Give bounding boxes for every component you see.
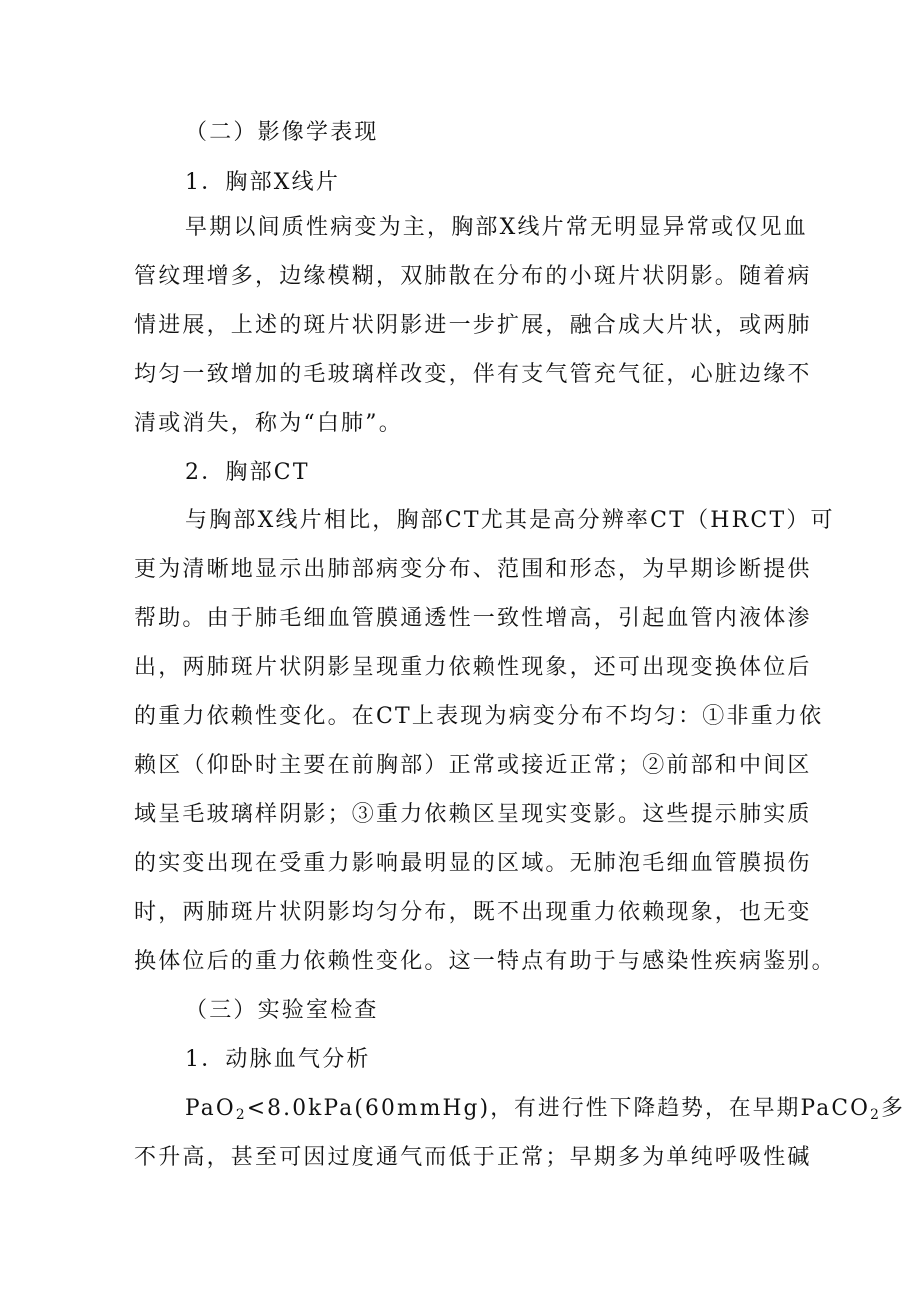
paragraph-line: 不升高，甚至可因过度通气而低于正常；早期多为单纯呼吸性碱 [134, 1145, 812, 1170]
paragraph-line: 均匀一致增加的毛玻璃样改变，伴有支气管充气征，心脏边缘不 [134, 362, 812, 387]
paragraph-line: 赖区（仰卧时主要在前胸部）正常或接近正常；②前部和中间区 [134, 753, 812, 778]
paragraph-line: 帮助。由于肺毛细血管膜通透性一致性增高，引起血管内液体渗 [134, 606, 812, 631]
subscript: 2 [870, 1107, 882, 1123]
paragraph-line: 换体位后的重力依赖性变化。这一特点有助于与感染性疾病鉴别。 [134, 949, 836, 974]
paragraph-line: 更为清晰地显示出肺部病变分布、范围和形态，为早期诊断提供 [134, 557, 812, 582]
paragraph-line: 管纹理增多，边缘模糊，双肺散在分布的小斑片状阴影。随着病 [134, 264, 812, 289]
subheading-chest-xray: 1．胸部X线片 [185, 170, 341, 195]
paragraph-line: 出，两肺斑片状阴影呈现重力依赖性现象，还可出现变换体位后 [134, 655, 812, 680]
paragraph-line: 的实变出现在受重力影响最明显的区域。无肺泡毛细血管膜损伤 [134, 851, 812, 876]
paragraph-line: 与胸部X线片相比，胸部CT尤其是高分辨率CT（HRCT）可 [185, 508, 835, 533]
section-heading-lab: （三）实验室检查 [185, 998, 379, 1023]
subscript: 2 [235, 1107, 247, 1123]
subheading-chest-ct: 2．胸部CT [185, 460, 310, 485]
abg-text: <8.0kPa(60mmHg)，有进行性下降趋势，在早期PaCO [246, 1096, 871, 1121]
paragraph-line: 早期以间质性病变为主，胸部X线片常无明显异常或仅见血 [185, 215, 808, 240]
pao2-text: PaO [185, 1096, 236, 1121]
paragraph-line: 域呈毛玻璃样阴影；③重力依赖区呈现实变影。这些提示肺实质 [134, 802, 812, 827]
paragraph-line-abg [185, 1094, 905, 1124]
subheading-abg: 1．动脉血气分析 [185, 1047, 371, 1072]
paragraph-line: 情进展，上述的斑片状阴影进一步扩展，融合成大片状，或两肺 [134, 313, 812, 338]
abg-text-end: 多 [881, 1096, 905, 1121]
section-heading-imaging: （二）影像学表现 [185, 120, 379, 145]
paragraph-line: 的重力依赖性变化。在CT上表现为病变分布不均匀：①非重力依 [134, 704, 824, 729]
paragraph-line: 清或消失，称为“白肺”。 [134, 411, 403, 436]
paragraph-line: 时，两肺斑片状阴影均匀分布，既不出现重力依赖现象，也无变 [134, 900, 812, 925]
